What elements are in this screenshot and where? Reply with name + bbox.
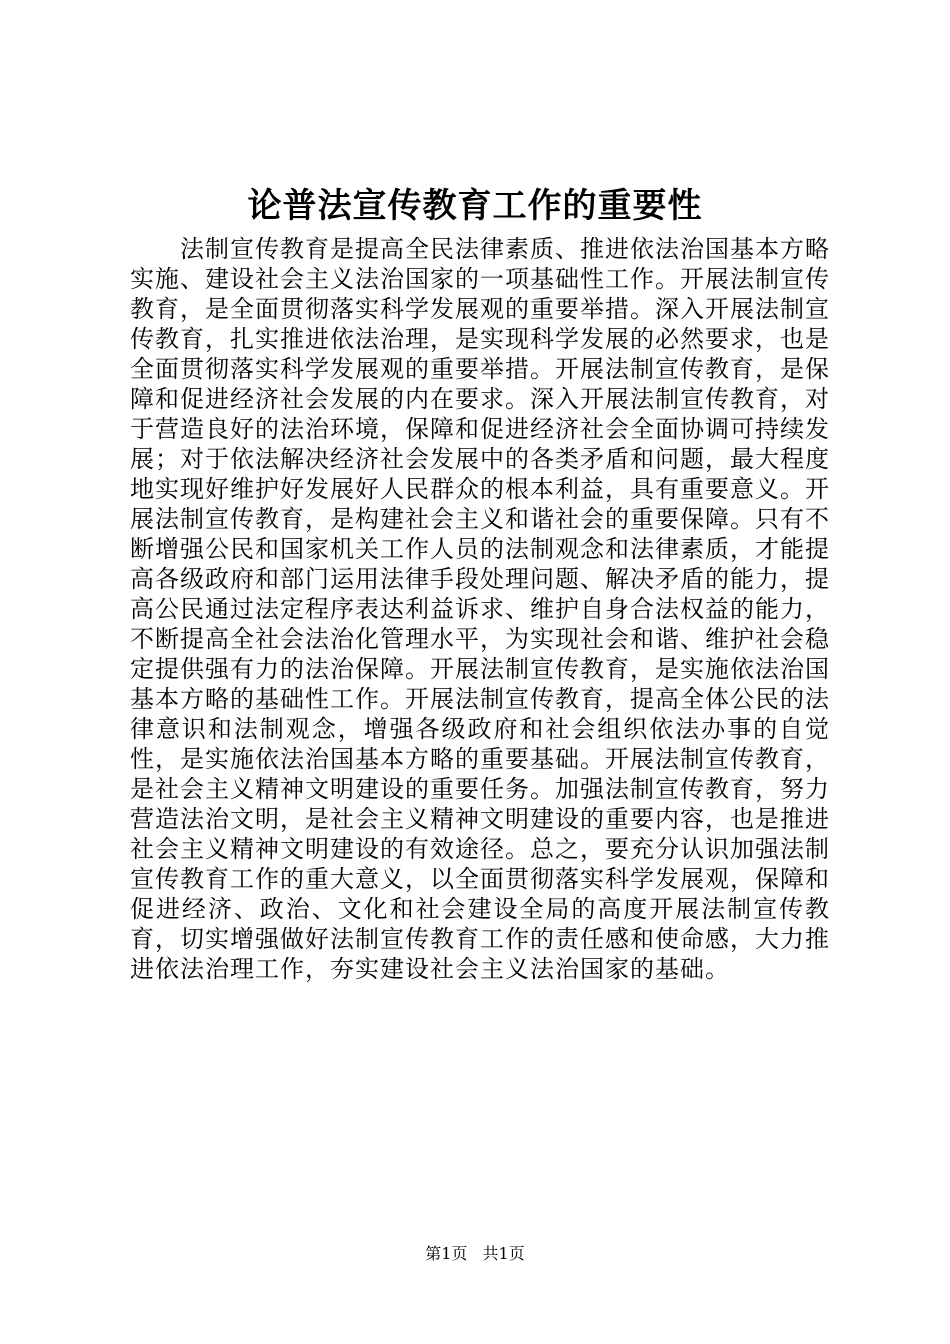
body-paragraph: 法制宣传教育是提高全民法律素质、推进依法治国基本方略实施、建设社会主义法治国家的一项基础性工作。开展法制宣传教育，是全面贯彻落实科学发展观的重要举措。深入开展法制宣传教育，扎实推进依法治理，是实现科学发展的必然要求，也是全面贯彻落实科学发展观的重要举措。开展法制宣传教育，是保障和促进经济社会发展的内在要求。深入开展法制宣传教育，对于营造良好的法治环境，保障和促进经济社会全面协调可持续发展；对于依法解决经济社会发展中的各类矛盾和问题，最大程度地实现好维护好发展好人民群众的根本利益，具有重要意义。开展法制宣传教育，是构建社会主义和谐社会的重要保障。只有不断增强公民和国家机关工作人员的法制观念和法律素质，才能提高各级政府和部门运用法律手段处理问题、解决矛盾的能力，提高公民通过法定程序表达利益诉求、维护自身合法权益的能力，不断提高全社会法治化管理水平，为实现社会和谐、维护社会稳定提供强有力的法治保障。开展法制宣传教育，是实施依法治国基本方略的基础性工作。开展法制宣传教育，提高全体公民的法律意识和法制观念，增强各级政府和社会组织依法办事的自觉性，是实施依法治国基本方略的重要基础。开展法制宣传教育，是社会主义精神文明建设的重要任务。加强法制宣传教育，努力营造法治文明，是社会主义精神文明建设的重要内容，也是推进社会主义精神文明建设的有效途径。总之，要充分认识加强法制宣传教育工作的重大意义，以全面贯彻落实科学发展观，保障和促进经济、政治、文化和社会建设全局的高度开展法制宣传教育，切实增强做好法制宣传教育工作的责任感和使命感，大力推进依法治理工作，夯实建设社会主义法治国家的基础。 <box>130 235 830 983</box>
page-total: 共1页 <box>482 1244 525 1263</box>
page-footer <box>0 1243 950 1265</box>
page-number: 第1页 <box>425 1244 468 1263</box>
document-title: 论普法宣传教育工作的重要性 <box>247 186 703 226</box>
